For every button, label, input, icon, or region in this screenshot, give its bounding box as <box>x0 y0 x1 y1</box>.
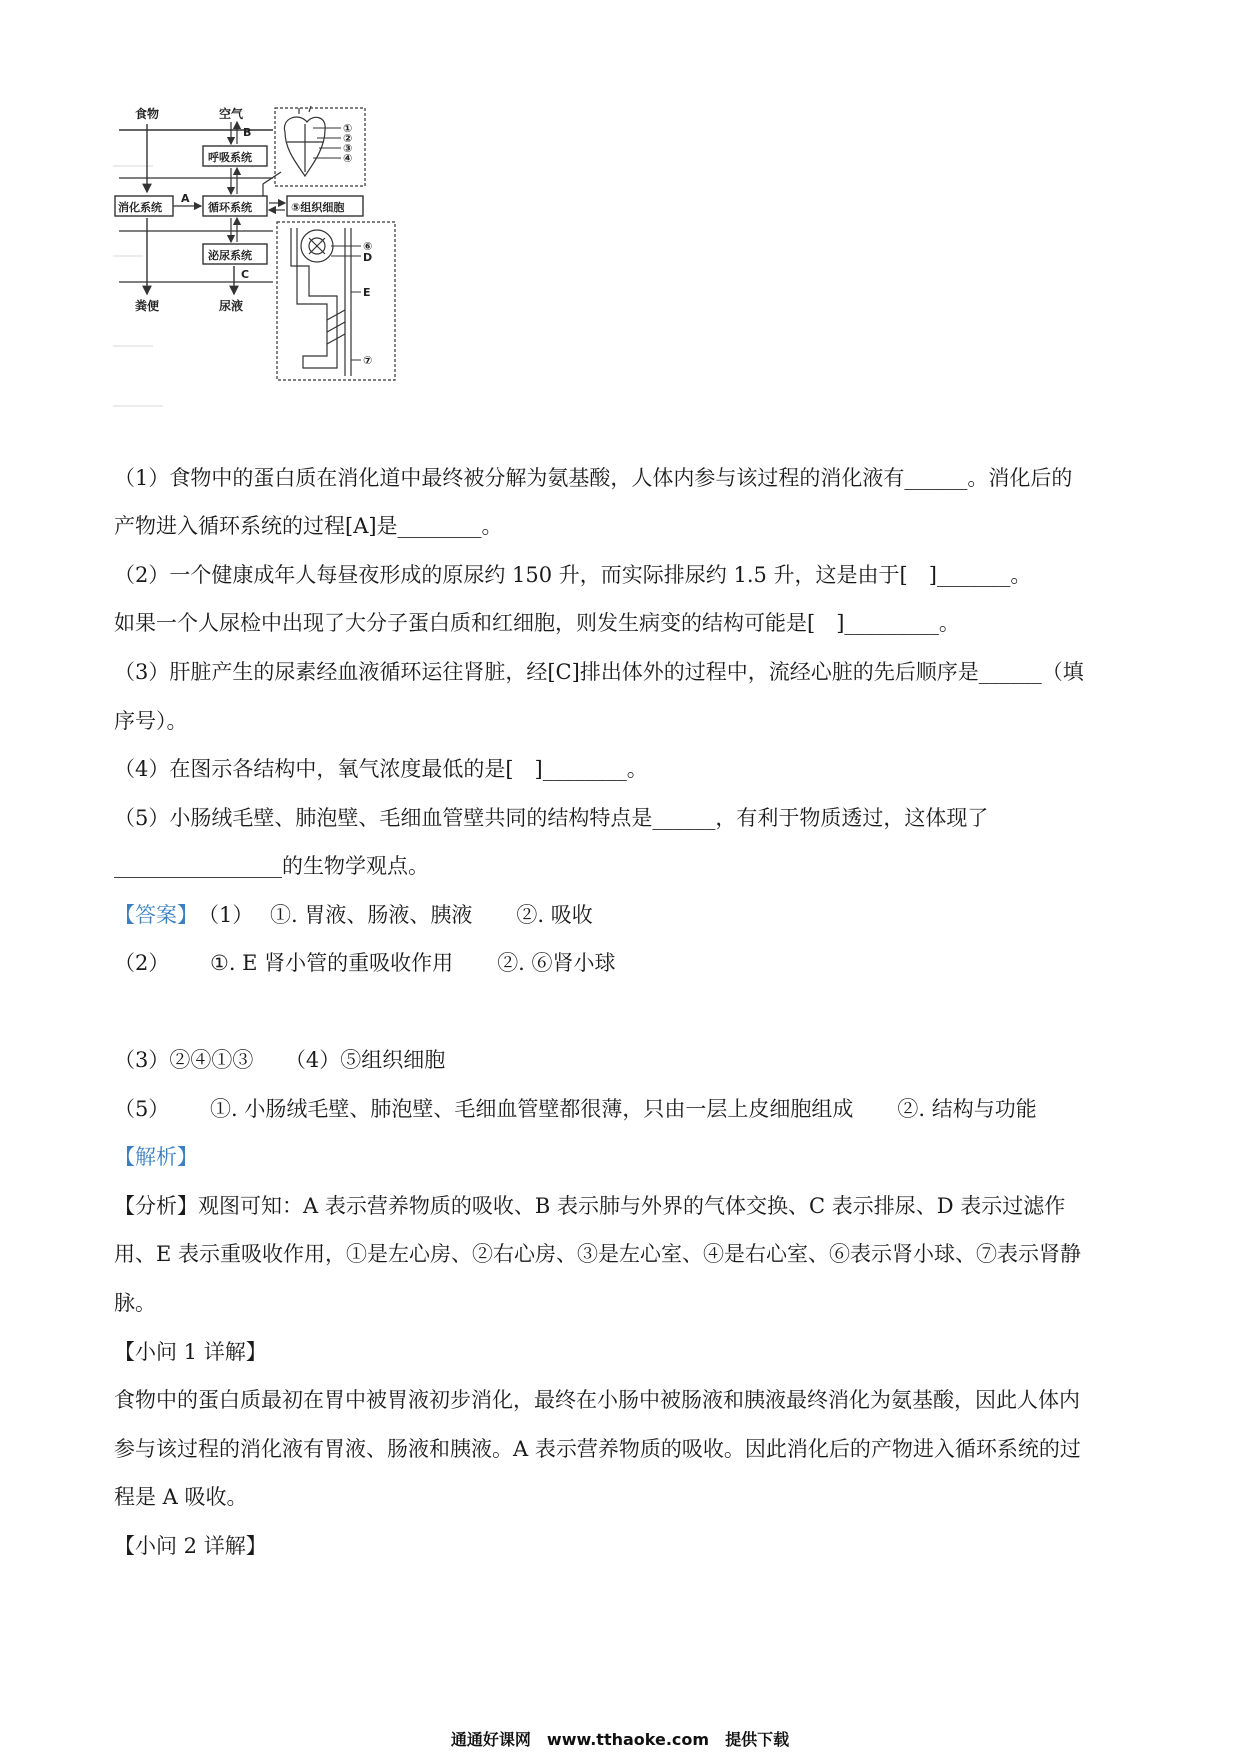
heart-drawing <box>284 106 325 176</box>
question-2-line-1: （2）一个健康成年人每昼夜形成的原尿约 150 升，而实际排尿约 1.5 升，这是由于[ ]_______。 <box>114 563 1032 587</box>
answer-line-2 <box>114 948 1124 978</box>
question-2-line-2: 如果一个人尿检中出现了大分子蛋白质和红细胞，则发生病变的结构可能是[ ]_________。 <box>114 611 960 635</box>
answer-5-number: （5） <box>114 1097 170 1121</box>
answer-1-part-1: ①. 胃液、肠液、胰液 <box>270 903 473 927</box>
sub-question-1-line-1: 食物中的蛋白质最初在胃中被胃液初步消化，最终在小肠中被肠液和胰液最终消化为氨基酸，因此人体内 <box>114 1388 1080 1412</box>
sub-question-1-line-2: 参与该过程的消化液有胃液、肠液和胰液。A 表示营养物质的吸收。因此消化后的产物进入循环系统的过 <box>114 1437 1081 1461</box>
label-A: A <box>181 192 190 205</box>
sub-question-2-title: 【小问 2 详解】 <box>114 1534 267 1558</box>
label-air: 空气 <box>219 107 244 121</box>
answer-1-part-2: ②. 吸收 <box>516 903 593 927</box>
analysis-tag: 【解析】 <box>114 1145 198 1169</box>
answer-5-part-1: ①. 小肠绒毛壁、肺泡壁、毛细血管壁都很薄，只由一层上皮细胞组成 <box>210 1097 854 1121</box>
answer-1-number: （1） <box>198 903 254 927</box>
question-5-line-1: （5）小肠绒毛壁、肺泡壁、毛细血管壁共同的结构特点是______，有利于物质透过，这体现了 <box>114 806 989 830</box>
sub-question-1-title: 【小问 1 详解】 <box>114 1340 267 1364</box>
label-B: B <box>243 126 252 139</box>
heart-label-4: ④ <box>343 152 353 165</box>
nephron-drawing <box>291 228 351 376</box>
answer-line-1 <box>114 900 1124 930</box>
answer-line-5 <box>114 1094 1124 1124</box>
answer-5-part-2: ②. 结构与功能 <box>897 1097 1037 1121</box>
answer-tag: 【答案】 <box>114 903 198 927</box>
kidney-label-7: ⑦ <box>363 354 373 367</box>
sub-question-1-line-3: 程是 A 吸收。 <box>114 1485 248 1509</box>
question-3-line-1: （3）肝脏产生的尿素经血液循环运往肾脏，经[C]排出体外的过程中，流经心脏的先后顺序是______（填 <box>114 660 1084 684</box>
question-1-line-2: 产物进入循环系统的过程[A]是________。 <box>114 514 503 538</box>
kidney-label-6: ⑥ <box>363 240 373 253</box>
circulation-diagram <box>113 106 443 436</box>
heart-label-3: ③ <box>343 142 353 155</box>
analysis-line-2: 用、E 表示重吸收作用，①是左心房、②右心房、③是左心室、④是右心室、⑥表示肾小球、⑦表示肾静 <box>114 1242 1082 1266</box>
kidney-label-D: D <box>363 251 373 264</box>
label-feces: 粪便 <box>135 299 160 313</box>
answer-line-3: （3）②④①③ （4）⑤组织细胞 <box>114 1048 446 1072</box>
heart-label-1: ① <box>343 122 353 135</box>
label-urine: 尿液 <box>219 299 244 313</box>
question-4-line-1: （4）在图示各结构中，氧气浓度最低的是[ ]________。 <box>114 757 648 781</box>
label-circulatory: 循环系统 <box>208 201 252 214</box>
analysis-line-3: 脉。 <box>114 1291 156 1315</box>
label-digestive: 消化系统 <box>118 201 162 214</box>
label-C: C <box>241 268 250 281</box>
answer-2-number: （2） <box>114 951 170 975</box>
label-tissue: ⑤组织细胞 <box>291 201 345 214</box>
diagram-svg <box>113 106 443 436</box>
answer-2-part-2: ②. ⑥肾小球 <box>497 951 616 975</box>
label-food: 食物 <box>135 107 160 121</box>
page-footer: 通通好课网 www.tthaoke.com 提供下载 <box>450 1730 790 1749</box>
analysis-line-1: 【分析】观图可知：A 表示营养物质的吸收、B 表示肺与外界的气体交换、C 表示排尿、D 表示过滤作 <box>114 1194 1066 1218</box>
heart-label-2: ② <box>343 132 353 145</box>
label-urinary: 泌尿系统 <box>208 249 252 262</box>
kidney-label-E: E <box>363 286 371 299</box>
answer-2-part-1: ①. E 肾小管的重吸收作用 <box>210 951 454 975</box>
label-respiratory: 呼吸系统 <box>208 151 252 164</box>
question-3-line-2: 序号）。 <box>114 709 188 733</box>
question-5-line-2: ________________的生物学观点。 <box>114 854 429 878</box>
question-1-line-1: （1）食物中的蛋白质在消化道中最终被分解为氨基酸，人体内参与该过程的消化液有______。消化后的 <box>114 466 1073 490</box>
